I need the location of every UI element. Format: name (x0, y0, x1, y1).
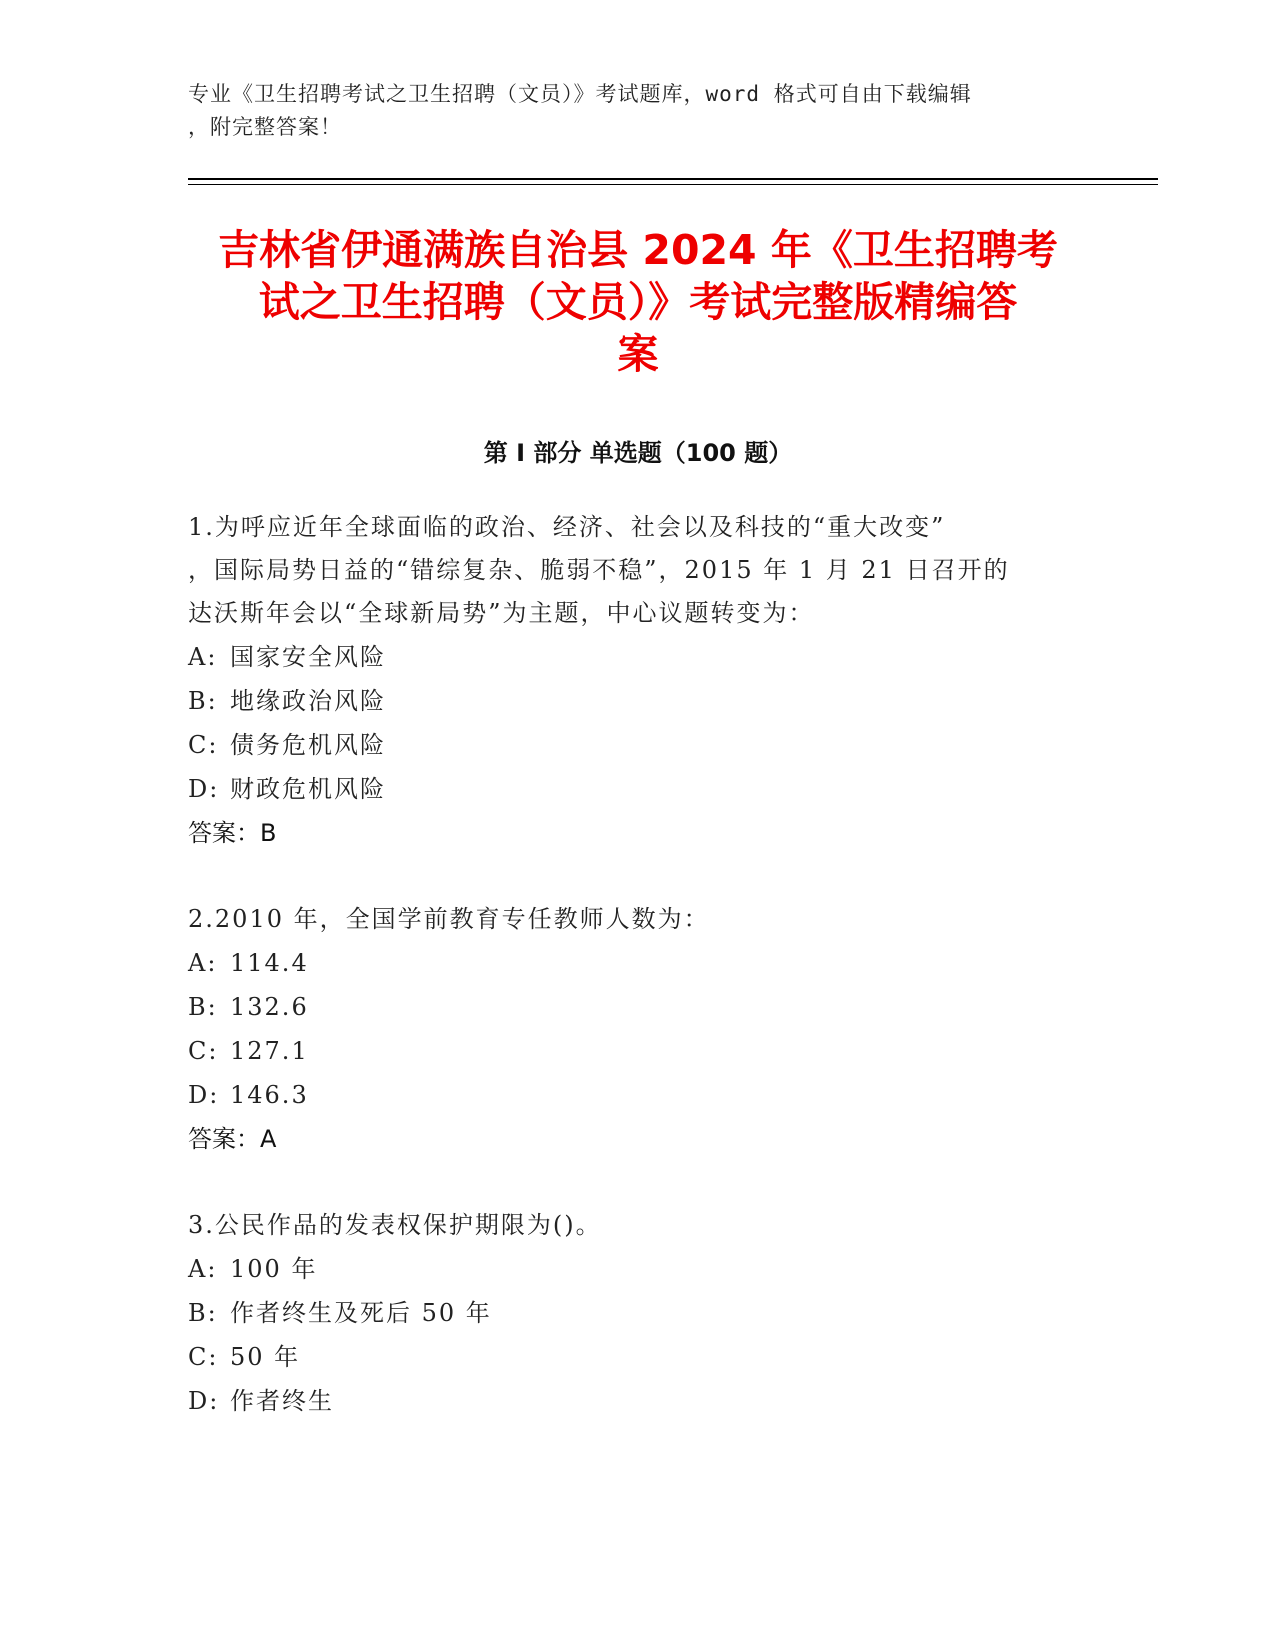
option-text: 国家安全风险 (230, 643, 386, 671)
header-note: 专业《卫生招聘考试之卫生招聘（文员）》考试题库，word 格式可自由下载编辑 ，附完整答案！ (188, 82, 972, 139)
option-letter: A: (188, 643, 218, 671)
option-letter: C: (188, 1343, 219, 1371)
option-letter: B: (188, 687, 218, 715)
question-1-answer: 答案：B (188, 819, 277, 847)
question-3-line-1: 3.公民作品的发表权保护期限为()。 (188, 1211, 602, 1239)
option-letter: D: (188, 775, 220, 803)
option-text: 114.4 (230, 949, 309, 977)
header-divider-thick (188, 178, 1158, 180)
question-2-option-a (188, 946, 1088, 980)
option-letter: A: (188, 1255, 218, 1283)
option-letter: D: (188, 1081, 220, 1109)
option-text: 50 年 (230, 1343, 301, 1371)
title-line-1: 吉林省伊通满族自治县 2024 年《卫生招聘考 (218, 226, 1058, 274)
question-3-option-a (188, 1252, 1088, 1286)
title-line-3: 案 (617, 330, 659, 378)
question-1-option-b (188, 684, 1088, 718)
option-text: 债务危机风险 (230, 731, 386, 759)
option-text: 财政危机风险 (230, 775, 386, 803)
question-2-option-b (188, 990, 1088, 1024)
question-3-option-d (188, 1384, 1088, 1418)
option-letter: C: (188, 1037, 219, 1065)
question-2-option-c (188, 1034, 1088, 1068)
question-1-option-d (188, 772, 1088, 806)
option-text: 100 年 (230, 1255, 318, 1283)
question-2-option-d (188, 1078, 1088, 1112)
question-1-line-2: ，国际局势日益的“错综复杂、脆弱不稳”，2015 年 1 月 21 日召开的 (188, 556, 1010, 584)
option-text: 132.6 (230, 993, 309, 1021)
option-text: 作者终生及死后 50 年 (230, 1299, 492, 1327)
section-title: 第 I 部分 单选题（100 题） (483, 439, 793, 467)
question-1-option-c (188, 728, 1088, 762)
option-letter: D: (188, 1387, 220, 1415)
option-letter: B: (188, 1299, 218, 1327)
document-title (188, 224, 1088, 380)
question-1-line-3: 达沃斯年会以“全球新局势”为主题，中心议题转变为： (188, 599, 815, 627)
header-divider-thin (188, 184, 1158, 185)
question-3-option-b (188, 1296, 1088, 1330)
option-letter: A: (188, 949, 218, 977)
option-letter: C: (188, 731, 219, 759)
option-text: 146.3 (230, 1081, 309, 1109)
option-text: 作者终生 (230, 1387, 334, 1415)
option-text: 地缘政治风险 (230, 687, 386, 715)
title-line-2: 试之卫生招聘（文员）》考试完整版精编答 (258, 278, 1018, 326)
question-1-option-a (188, 640, 1088, 674)
question-3-option-c (188, 1340, 1088, 1374)
question-2-answer: 答案：A (188, 1125, 277, 1153)
option-letter: B: (188, 993, 218, 1021)
option-text: 127.1 (230, 1037, 309, 1065)
question-2-line-1: 2.2010 年，全国学前教育专任教师人数为： (188, 905, 710, 933)
question-1-line-1: 1.为呼应近年全球面临的政治、经济、社会以及科技的“重大改变” (188, 513, 946, 541)
